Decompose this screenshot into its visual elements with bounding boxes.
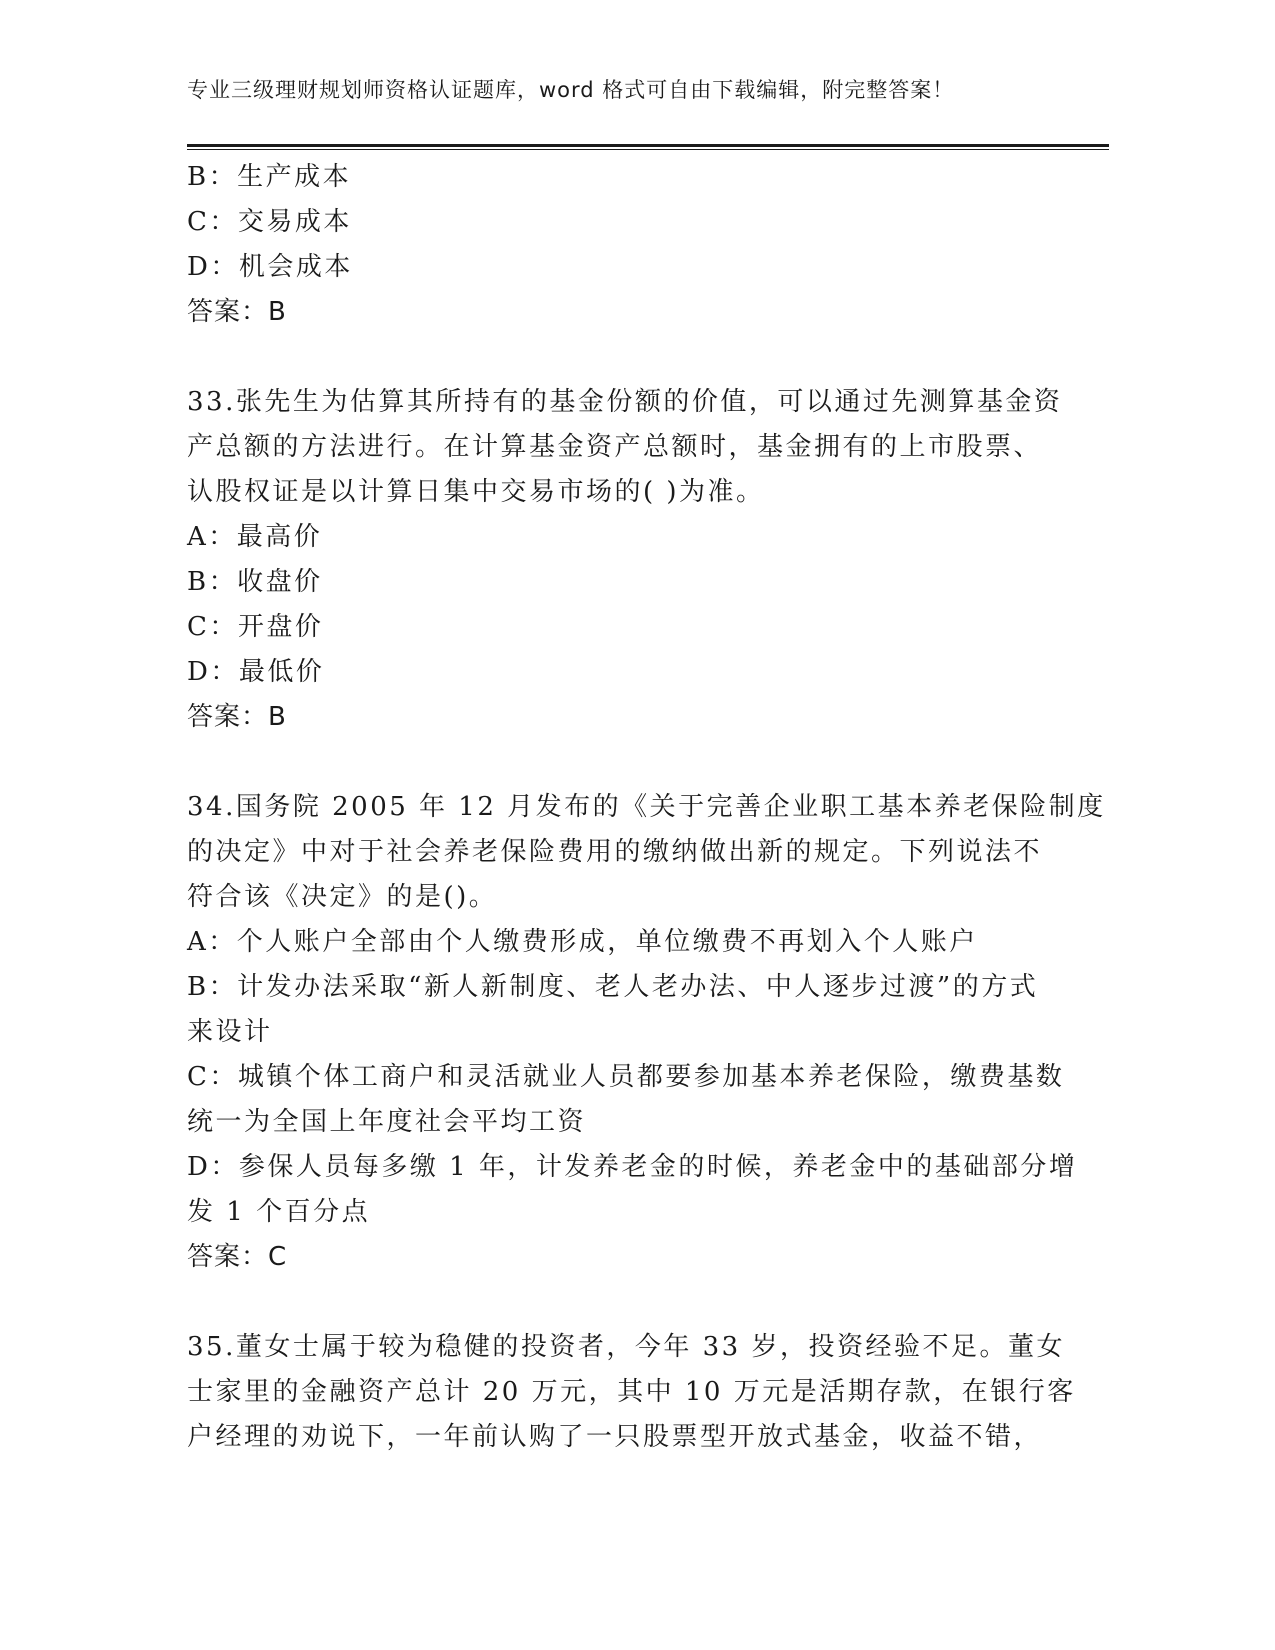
spacer (187, 1280, 1067, 1325)
answer-line: 答案：C (187, 1242, 288, 1272)
option-d: D：参保人员每多缴 1 年，计发养老金的时候，养老金中的基础部分增 (187, 1152, 1078, 1182)
question-stem-line: 34.国务院 2005 年 12 月发布的《关于完善企业职工基本养老保险制度 (187, 792, 1106, 822)
header-rule-thin (187, 149, 1109, 150)
question-stem-line: 产总额的方法进行。在计算基金资产总额时，基金拥有的上市股票、 (187, 432, 1043, 462)
question-33 (187, 380, 1067, 740)
question-stem-line: 认股权证是以计算日集中交易市场的( )为准。 (187, 477, 765, 507)
option-a: A：最高价 (187, 522, 323, 552)
option-d-continued: 发 1 个百分点 (187, 1197, 371, 1227)
option-b: B：计发办法采取“新人新制度、老人老办法、中人逐步过渡”的方式 (187, 972, 1039, 1002)
option-a: A：个人账户全部由个人缴费形成，单位缴费不再划入个人账户 (187, 927, 978, 957)
document-body (187, 155, 1106, 1460)
question-stem-line: 35.董女士属于较为稳健的投资者，今年 33 岁，投资经验不足。董女 (187, 1332, 1065, 1362)
question-stem-line: 士家里的金融资产总计 20 万元，其中 10 万元是活期存款，在银行客 (187, 1377, 1076, 1407)
spacer (187, 740, 1067, 785)
question-stem-line: 33.张先生为估算其所持有的基金份额的价值，可以通过先测算基金资 (187, 387, 1063, 417)
option-c: C：交易成本 (187, 207, 352, 237)
option-b: B：生产成本 (187, 162, 352, 192)
option-c-continued: 统一为全国上年度社会平均工资 (187, 1107, 587, 1137)
option-b-continued: 来设计 (187, 1017, 273, 1047)
answer-line: 答案：B (187, 297, 287, 327)
question-35 (187, 1325, 1076, 1460)
spacer (187, 335, 1067, 380)
question-32-tail (187, 155, 1067, 335)
page-header: 专业三级理财规划师资格认证题库，word 格式可自由下载编辑，附完整答案！ (187, 78, 955, 102)
question-stem-line: 符合该《决定》的是()。 (187, 882, 498, 912)
question-stem-line: 的决定》中对于社会养老保险费用的缴纳做出新的规定。下列说法不 (187, 837, 1043, 867)
option-d: D：机会成本 (187, 252, 353, 282)
option-d: D：最低价 (187, 657, 325, 687)
question-34 (187, 785, 1106, 1280)
question-stem-line: 户经理的劝说下，一年前认购了一只股票型开放式基金，收益不错， (187, 1422, 1043, 1452)
header-rule-thick (187, 144, 1109, 147)
option-b: B：收盘价 (187, 567, 323, 597)
answer-line: 答案：B (187, 702, 287, 732)
option-c: C：开盘价 (187, 612, 324, 642)
option-c: C：城镇个体工商户和灵活就业人员都要参加基本养老保险，缴费基数 (187, 1062, 1065, 1092)
